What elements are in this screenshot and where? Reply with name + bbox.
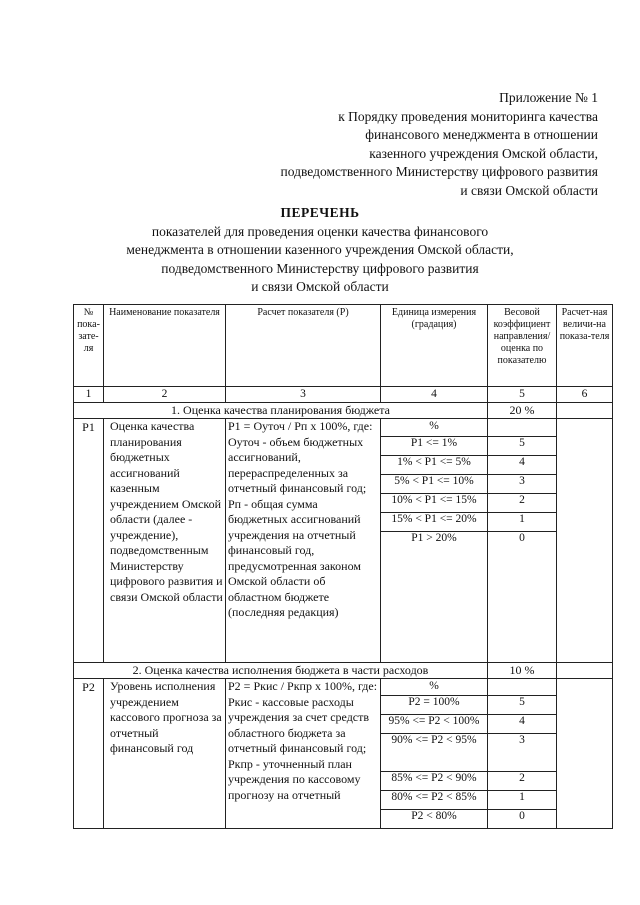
title-line: и связи Омской области: [251, 279, 389, 294]
indicator-row: [74, 679, 613, 696]
indicator-calc: Р1 = Оуточ / Рп x 100%, где: Оуточ - объем бюджетных ассигнований, перераспределенных за отчетный финансовый год; Рп - общая сумма бюджетных ассигнований учреждения на отчетный финансовый год, предусмотренная законом Омской области об областном бюджете (последняя редакция): [226, 419, 381, 663]
header-cell: № пока-зате-ля: [74, 305, 104, 387]
appendix-block: [281, 89, 598, 200]
grade-range: Р1 > 20%: [381, 532, 488, 663]
grade-score: 0: [488, 532, 557, 663]
score-cell: [488, 419, 557, 437]
unit-cell: %: [381, 679, 488, 696]
section-empty-cell: [557, 663, 613, 679]
value-cell: [557, 419, 613, 663]
grade-score: 4: [488, 456, 557, 475]
grade-score: 1: [488, 791, 557, 810]
section-row: [74, 403, 613, 419]
document-title: [0, 204, 640, 297]
header-cell: Единица измерения (градация): [381, 305, 488, 387]
grade-score: 3: [488, 475, 557, 494]
grade-score: 5: [488, 437, 557, 456]
table-header-row: [74, 305, 613, 387]
appendix-line: и связи Омской области: [460, 182, 598, 198]
title-line: менеджмента в отношении казенного учреждения Омской области,: [126, 242, 514, 257]
grade-score: 0: [488, 810, 557, 829]
title-line: подведомственного Министерству цифрового развития: [161, 260, 479, 276]
grade-range: 90% <= Р2 < 95%: [381, 734, 488, 772]
section-title: 1. Оценка качества планирования бюджета: [74, 403, 488, 419]
appendix-line: Приложение № 1: [499, 90, 598, 105]
grade-range: 85% <= Р2 < 90%: [381, 772, 488, 791]
grade-range: 95% <= Р2 < 100%: [381, 715, 488, 734]
grade-range: Р2 = 100%: [381, 696, 488, 715]
section-weight: 20 %: [488, 403, 557, 419]
appendix-line: к Порядку проведения мониторинга качества: [338, 108, 598, 124]
indicator-name: Оценка качества планирования бюджетных ассигнований казенным учреждением Омской области (далее - учреждение), подведомственным Министерству цифрового развития и связи Омской области: [104, 419, 226, 663]
indicator-id: Р2: [74, 679, 104, 829]
section-weight: 10 %: [488, 663, 557, 679]
appendix-line: казенного учреждения Омской области,: [369, 145, 598, 161]
column-number: 6: [557, 387, 613, 403]
grade-range: 5% < Р1 <= 10%: [381, 475, 488, 494]
title-line: показателей для проведения оценки качества финансового: [151, 223, 489, 239]
section-row: [74, 663, 613, 679]
value-cell: [557, 679, 613, 829]
indicator-row: [74, 419, 613, 437]
header-cell: Расчет показателя (Р): [226, 305, 381, 387]
grade-score: 2: [488, 772, 557, 791]
grade-range: 1% < Р1 <= 5%: [381, 456, 488, 475]
unit-cell: %: [381, 419, 488, 437]
grade-score: 5: [488, 696, 557, 715]
grade-score: 2: [488, 494, 557, 513]
grade-range: Р1 <= 1%: [381, 437, 488, 456]
title-main: ПЕРЕЧЕНЬ: [280, 205, 360, 220]
column-number: 3: [226, 387, 381, 403]
grade-score: 1: [488, 513, 557, 532]
grade-range: 10% < Р1 <= 15%: [381, 494, 488, 513]
indicator-calc: Р2 = Ркис / Ркпр x 100%, где: Ркис - кассовые расходы учреждения за счет средств областного бюджета за отчетный финансовый год; Ркпр - уточненный план учреждения по кассовому прогнозу на отчетный: [226, 679, 381, 829]
header-cell: Расчет-ная величи-на показа-теля: [557, 305, 613, 387]
grade-range: 15% < Р1 <= 20%: [381, 513, 488, 532]
section-empty-cell: [557, 403, 613, 419]
column-number: 5: [488, 387, 557, 403]
grade-range: 80% <= Р2 < 85%: [381, 791, 488, 810]
column-number: 4: [381, 387, 488, 403]
section-title: 2. Оценка качества исполнения бюджета в части расходов: [74, 663, 488, 679]
appendix-line: подведомственного Министерству цифрового развития: [280, 164, 598, 179]
header-cell: Весовой коэффициент направления/ оценка по показателю: [488, 305, 557, 387]
column-number-row: [74, 387, 613, 403]
grade-range: Р2 < 80%: [381, 810, 488, 829]
indicator-id: Р1: [74, 419, 104, 663]
indicator-name: Уровень исполнения учреждением кассового прогноза за отчетный финансовый год: [104, 679, 226, 829]
header-cell: Наименование показателя: [104, 305, 226, 387]
grade-score: 4: [488, 715, 557, 734]
column-number: 2: [104, 387, 226, 403]
indicators-table: [73, 304, 613, 829]
grade-score: 3: [488, 734, 557, 772]
score-cell: [488, 679, 557, 696]
column-number: 1: [74, 387, 104, 403]
appendix-line: финансового менеджмента в отношении: [365, 127, 598, 142]
